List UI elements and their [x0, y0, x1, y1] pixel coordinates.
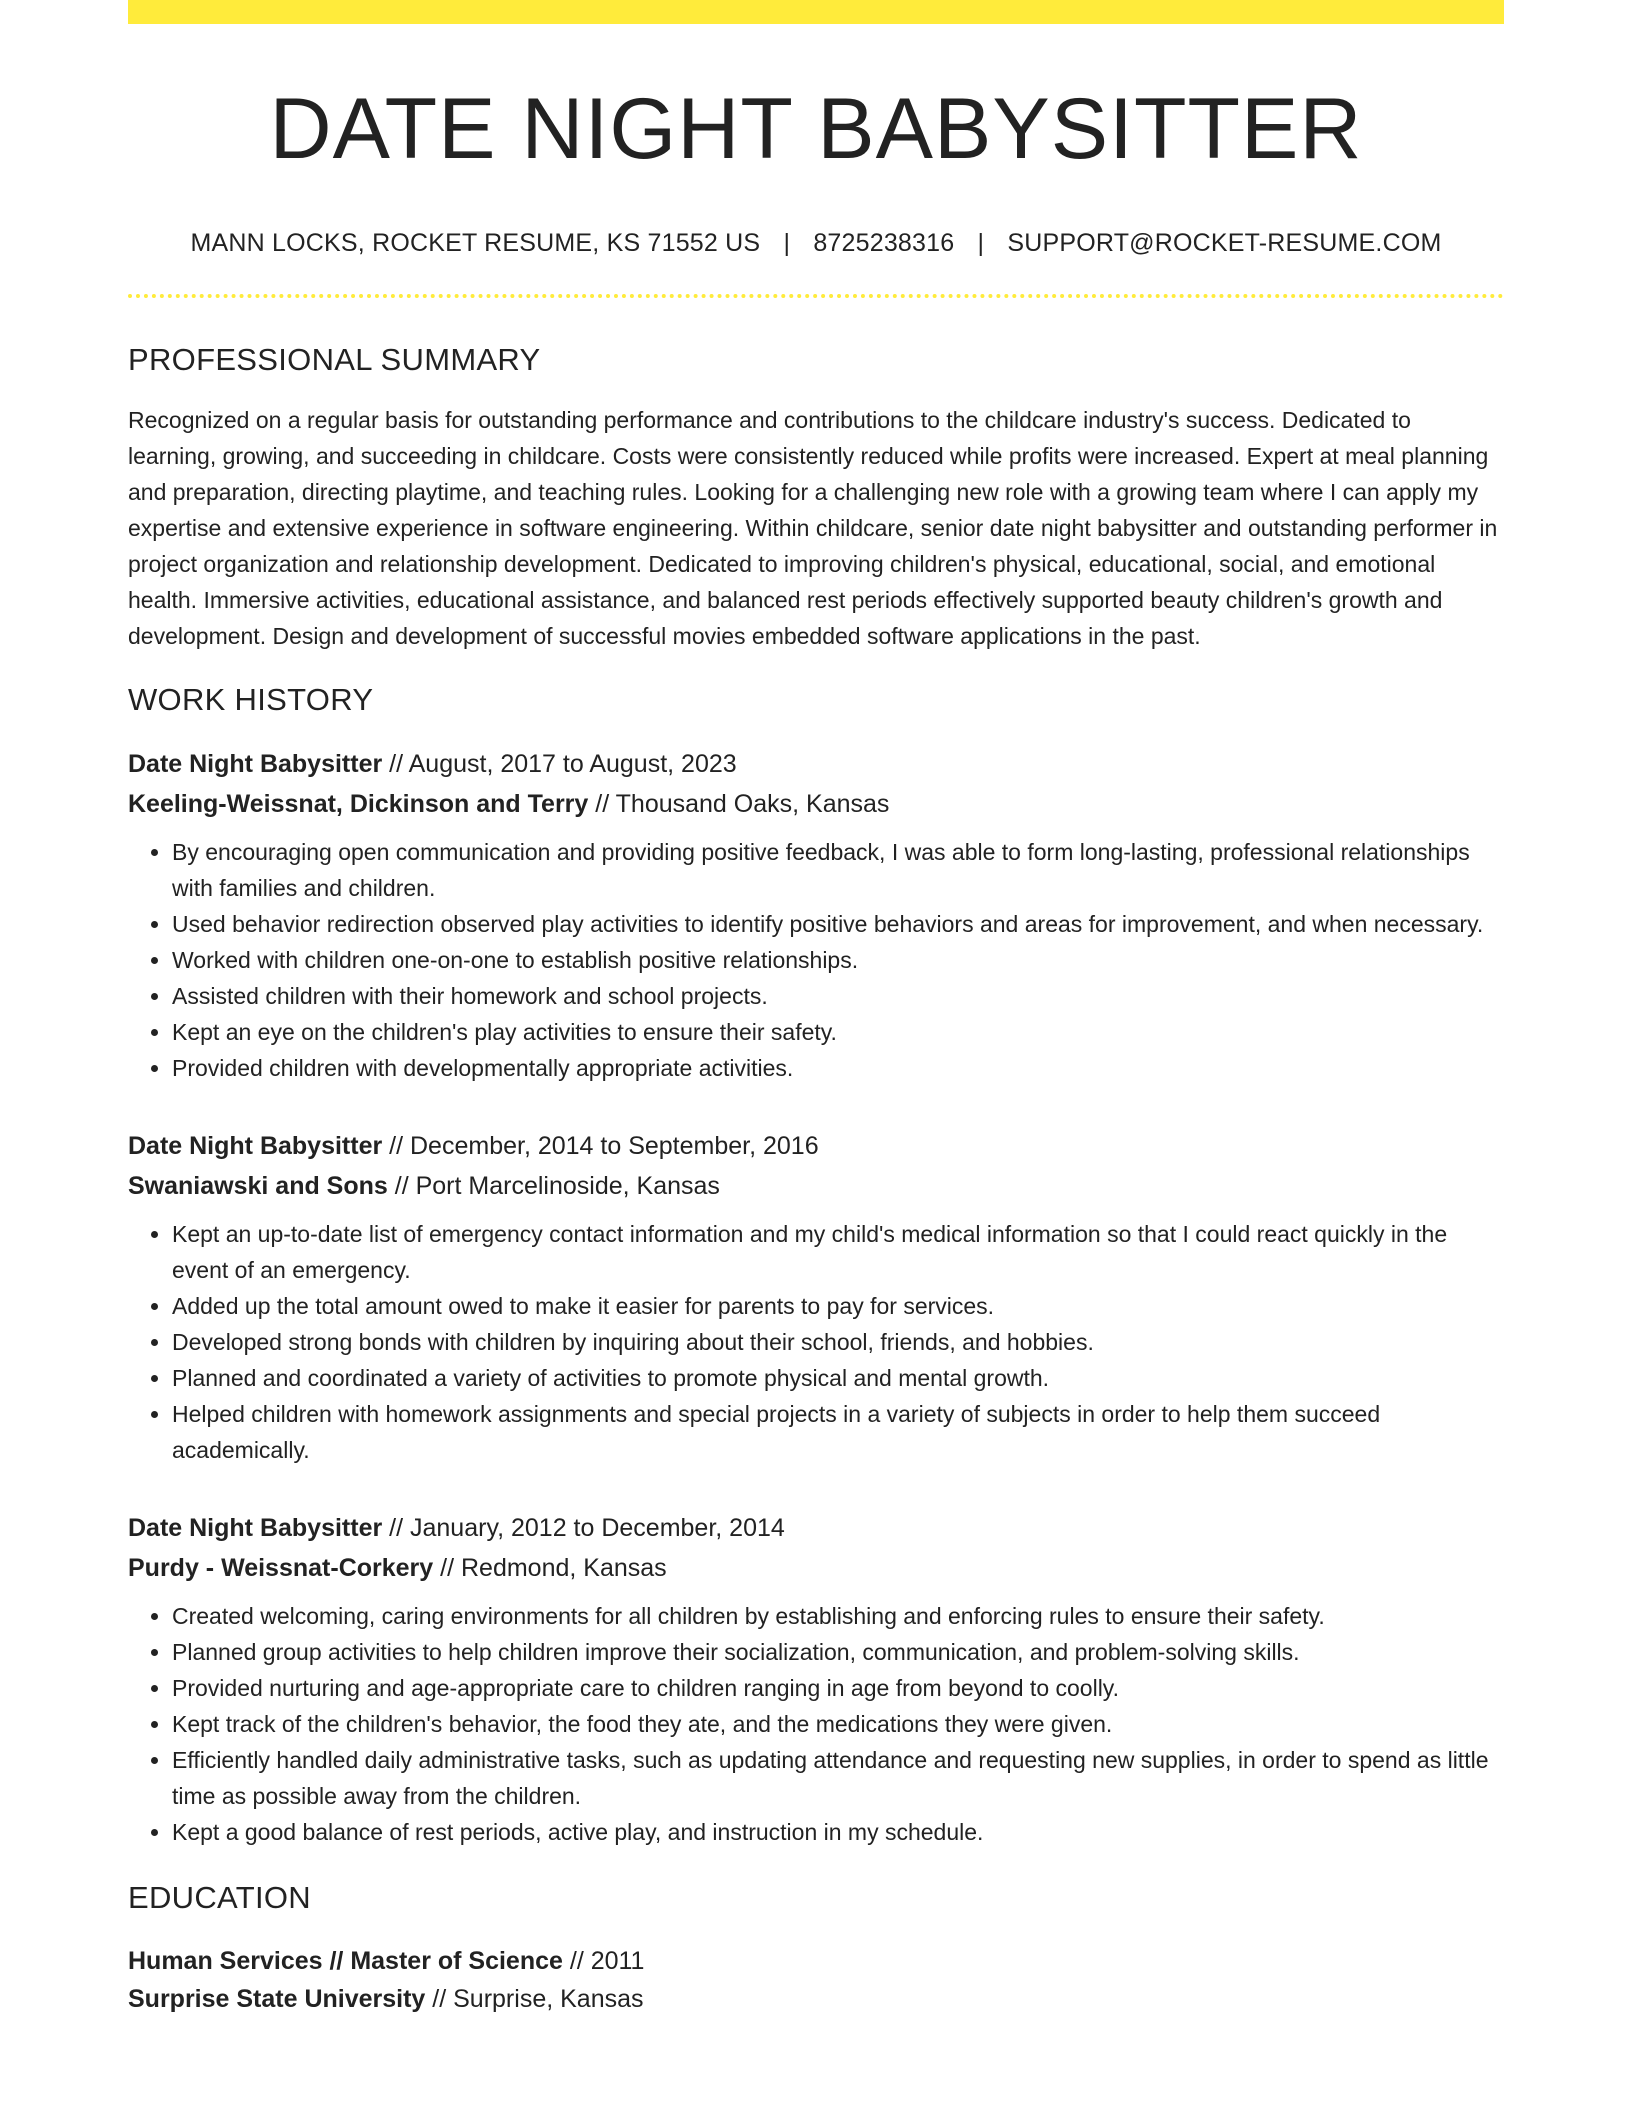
dotted-divider: [128, 294, 1504, 298]
job-company-line: [128, 1548, 1504, 1588]
list-item: • Kept a good balance of rest periods, active play, and instruction in my schedule.: [172, 1814, 1504, 1850]
education-location: // Surprise, Kansas: [425, 1984, 644, 2013]
work-history-heading: WORK HISTORY: [128, 681, 374, 717]
job-dates: // December, 2014 to September, 2016: [382, 1131, 819, 1160]
list-item: • By encouraging open communication and providing positive feedback, I was able to form long-lasting, professional relationships with families and children.: [172, 834, 1504, 906]
contact-line: [128, 229, 1504, 258]
contact-separator: |: [783, 228, 791, 257]
job-location: // Port Marcelinoside, Kansas: [387, 1171, 720, 1200]
contact-address: MANN LOCKS, ROCKET RESUME, KS 71552 US: [190, 228, 761, 257]
list-item: • Provided children with developmentally appropriate activities.: [172, 1050, 1504, 1086]
list-item: • Used behavior redirection observed play activities to identify positive behaviors and areas for improvement, and when necessary.: [172, 906, 1504, 942]
resume-name: DATE NIGHT BABYSITTER: [269, 81, 1363, 177]
list-item: • Assisted children with their homework and school projects.: [172, 978, 1504, 1014]
resume-page: [128, 0, 1504, 2018]
job-bullets: [128, 1216, 1504, 1468]
job-title-line: [128, 1126, 1504, 1166]
list-item: • Provided nurturing and age-appropriate care to children ranging in age from beyond to coolly.: [172, 1670, 1504, 1706]
list-item: • Helped children with homework assignments and special projects in a variety of subjects in order to help them succeed academically.: [172, 1396, 1504, 1468]
list-item: • Added up the total amount owed to make it easier for parents to pay for services.: [172, 1288, 1504, 1324]
education-entry: [128, 1942, 1504, 2018]
job-entry: [128, 744, 1504, 1086]
contact-email: SUPPORT@ROCKET-RESUME.COM: [1007, 228, 1442, 257]
education-school-line: [128, 1980, 1504, 2018]
contact-separator: |: [977, 228, 985, 257]
list-item: • Efficiently handled daily administrative tasks, such as updating attendance and requesting new supplies, in order to spend as little time as possible away from the children.: [172, 1742, 1504, 1814]
education-heading: EDUCATION: [128, 1879, 311, 1915]
job-company-line: [128, 784, 1504, 824]
job-bullets: [128, 1598, 1504, 1850]
job-company: Purdy - Weissnat-Corkery: [128, 1553, 434, 1582]
list-item: • Kept an eye on the children's play activities to ensure their safety.: [172, 1014, 1504, 1050]
job-location: // Redmond, Kansas: [433, 1553, 667, 1582]
education-year: // 2011: [562, 1946, 645, 1975]
job-dates: // August, 2017 to August, 2023: [382, 749, 737, 778]
top-accent-bar: [128, 0, 1504, 24]
education-degree-line: [128, 1942, 1504, 1980]
job-role: Date Night Babysitter: [128, 1131, 383, 1160]
job-bullets: [128, 834, 1504, 1086]
list-item: • Planned and coordinated a variety of activities to promote physical and mental growth.: [172, 1360, 1504, 1396]
contact-phone: 8725238316: [813, 228, 955, 257]
list-item: • Kept an up-to-date list of emergency contact information and my child's medical information so that I could react quickly in the event of an emergency.: [172, 1216, 1504, 1288]
job-company: Keeling-Weissnat, Dickinson and Terry: [128, 789, 589, 818]
job-dates: // January, 2012 to December, 2014: [382, 1513, 785, 1542]
job-company: Swaniawski and Sons: [128, 1171, 388, 1200]
job-title-line: [128, 1508, 1504, 1548]
list-item: • Developed strong bonds with children by inquiring about their school, friends, and hobbies.: [172, 1324, 1504, 1360]
education-degree: Human Services // Master of Science: [128, 1946, 563, 1975]
job-location: // Thousand Oaks, Kansas: [588, 789, 890, 818]
job-role: Date Night Babysitter: [128, 749, 383, 778]
list-item: • Created welcoming, caring environments for all children by establishing and enforcing rules to ensure their safety.: [172, 1598, 1504, 1634]
job-company-line: [128, 1166, 1504, 1206]
summary-text: Recognized on a regular basis for outstanding performance and contributions to the childcare industry's success. Dedicated to learning, growing, and succeeding in childcare. Costs were consistently reduced while profits were increased. Expert at meal planning and preparation, directing playtime, and teaching rules. Looking for a challenging new role with a growing team where I can apply my expertise and extensive experience in software engineering. Within childcare, senior date night babysitter and outstanding performer in project organization and relationship development. Dedicated to improving children's physical, educational, social, and emotional health. Immersive activities, educational assistance, and balanced rest periods effectively supported beauty children's growth and development. Design and development of successful movies embedded software applications in the past.: [128, 406, 1498, 649]
job-title-line: [128, 744, 1504, 784]
list-item: • Worked with children one-on-one to establish positive relationships.: [172, 942, 1504, 978]
job-entry: [128, 1126, 1504, 1468]
job-role: Date Night Babysitter: [128, 1513, 383, 1542]
summary-heading: PROFESSIONAL SUMMARY: [128, 341, 541, 377]
job-entry: [128, 1508, 1504, 1850]
list-item: • Kept track of the children's behavior, the food they ate, and the medications they were given.: [172, 1706, 1504, 1742]
education-school: Surprise State University: [128, 1984, 426, 2013]
list-item: • Planned group activities to help children improve their socialization, communication, and problem-solving skills.: [172, 1634, 1504, 1670]
